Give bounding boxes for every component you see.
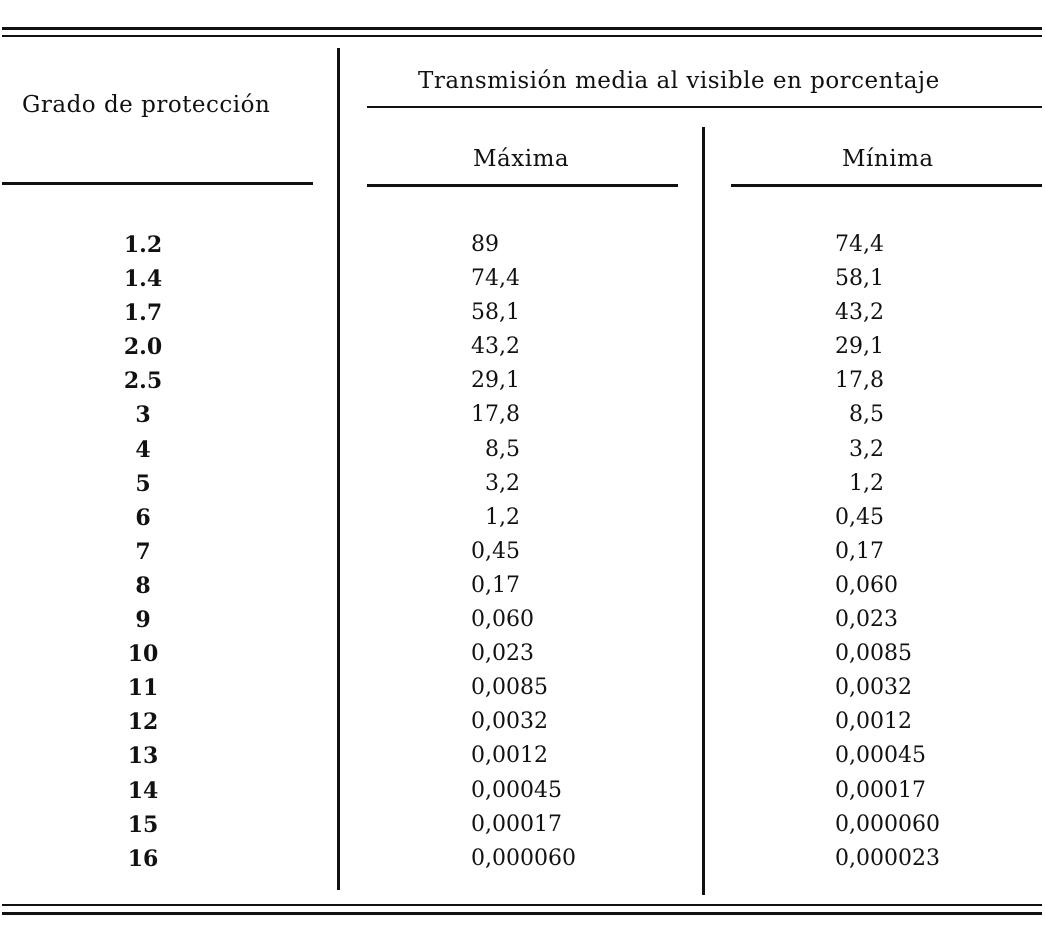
header-grado: Grado de protección [22, 92, 271, 118]
cell-minima: 0,45 [835, 504, 884, 530]
header-minima: Mínima [842, 146, 934, 172]
cell-maxima: 58,1 [471, 300, 520, 326]
cell-minima: 0,060 [835, 572, 898, 598]
cell-minima: 17,8 [835, 368, 884, 394]
cell-maxima: 0,0012 [471, 743, 548, 769]
cell-maxima: 0,00045 [471, 777, 562, 803]
cell-maxima: 0,17 [471, 572, 520, 598]
cell-grado: 15 [127, 811, 159, 838]
cell-grado: 2.0 [123, 334, 163, 361]
vertical-rule-right [702, 127, 705, 895]
cell-minima: 0,00017 [835, 777, 926, 803]
cell-grado: 11 [127, 675, 159, 702]
cell-grado: 14 [127, 777, 159, 804]
cell-maxima: 1,2 [485, 504, 520, 530]
cell-grado: 3 [135, 402, 151, 429]
cell-grado: 16 [127, 845, 159, 872]
rule-under-minima [731, 184, 1042, 187]
cell-grado: 8 [135, 572, 151, 599]
column-minima [835, 228, 940, 876]
cell-maxima: 74,4 [471, 266, 520, 292]
rule-under-maxima [367, 184, 678, 187]
rule-under-grado [2, 182, 313, 185]
bottom-rule-upper [2, 904, 1042, 906]
cell-minima: 0,000023 [835, 845, 940, 871]
cell-maxima: 0,060 [471, 607, 534, 633]
cell-minima: 0,0085 [835, 641, 912, 667]
cell-minima: 3,2 [849, 436, 884, 462]
cell-grado: 6 [135, 504, 151, 531]
cell-grado: 13 [127, 743, 159, 770]
cell-maxima: 0,0032 [471, 709, 548, 735]
vertical-rule-left [337, 48, 340, 890]
column-maxima [471, 228, 576, 876]
top-rule-lower [2, 35, 1042, 37]
cell-minima: 29,1 [835, 334, 884, 360]
cell-minima: 1,2 [849, 470, 884, 496]
cell-grado: 5 [135, 470, 151, 497]
cell-maxima: 29,1 [471, 368, 520, 394]
cell-maxima: 89 [471, 232, 499, 257]
cell-maxima: 43,2 [471, 334, 520, 360]
cell-grado: 1.2 [123, 232, 163, 258]
cell-minima: 0,0032 [835, 675, 912, 701]
cell-minima: 0,0012 [835, 709, 912, 735]
cell-minima: 0,023 [835, 607, 898, 633]
cell-maxima: 3,2 [485, 470, 520, 496]
cell-maxima: 0,023 [471, 641, 534, 667]
cell-minima: 43,2 [835, 300, 884, 326]
cell-minima: 58,1 [835, 266, 884, 292]
cell-grado: 1.7 [123, 300, 163, 327]
header-maxima: Máxima [473, 146, 570, 172]
header-transmision: Transmisión media al visible en porcentaje [418, 68, 940, 94]
cell-maxima: 0,0085 [471, 675, 548, 701]
cell-grado: 9 [135, 607, 151, 634]
cell-maxima: 0,00017 [471, 811, 562, 837]
column-grado [118, 228, 168, 876]
rule-under-transmision [367, 106, 1042, 108]
cell-grado: 10 [127, 641, 159, 668]
cell-minima: 0,17 [835, 538, 884, 564]
top-rule-upper [2, 27, 1042, 30]
bottom-rule-lower [2, 912, 1042, 915]
cell-minima: 8,5 [849, 402, 884, 428]
cell-maxima: 8,5 [485, 436, 520, 462]
cell-maxima: 0,000060 [471, 845, 576, 871]
cell-grado: 7 [135, 538, 151, 565]
cell-minima: 0,00045 [835, 743, 926, 769]
cell-grado: 12 [127, 709, 159, 736]
cell-grado: 1.4 [123, 266, 163, 293]
cell-grado: 4 [135, 436, 151, 463]
cell-minima: 74,4 [835, 232, 884, 257]
cell-maxima: 17,8 [471, 402, 520, 428]
cell-grado: 2.5 [123, 368, 163, 395]
cell-maxima: 0,45 [471, 538, 520, 564]
cell-minima: 0,000060 [835, 811, 940, 837]
